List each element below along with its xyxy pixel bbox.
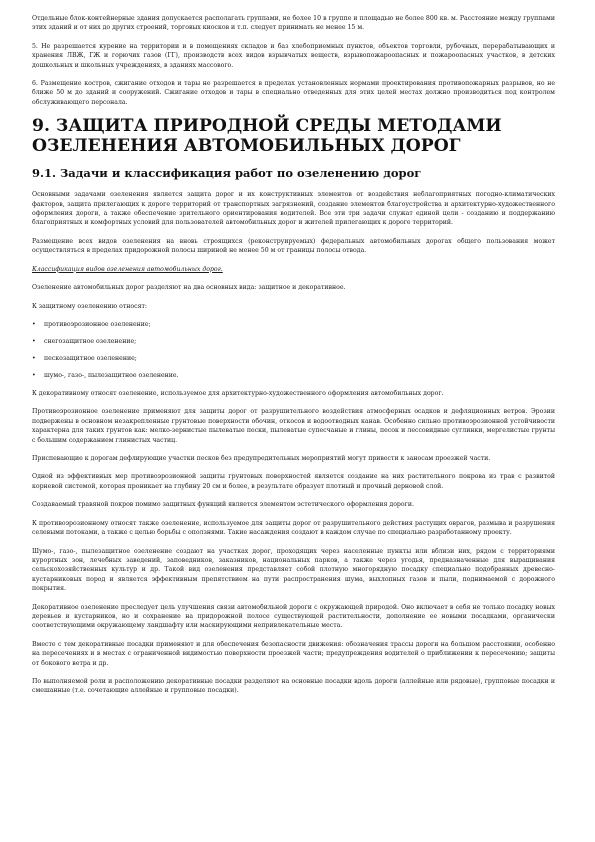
paragraph-decorative: Декоративное озеленение преследует цель улучшения связи автомобильной дороги с окружающей природой. Оно включает в себя не только посадку новых деревьев и кустарников, но и сохранение на придорожной полосе существующей растительности, дополнение ее новыми посадками, органически соответствующими окружающему ландшафту или маскирующими непривлекательные места. xyxy=(32,603,555,630)
bullet-icon: • xyxy=(32,371,36,379)
list-item xyxy=(32,320,555,329)
paragraph-tasks: Основными задачами озеленения является защита дорог и их конструктивных элементов от воздействия неблагоприятных погодно-климатических факторов, защита прилегающих к дороге территорий от транспортных загрязнений, создание элементов благоустройства и архитектурно-художественного оформления дороги, а также обеспечение зрительного ориентирования водителей. Все эти три задачи служат единой цели - созданию и поддержанию благоприятных и комфортных условий для пользователей автомобильных дорог и жителей прилегающих к дороге территорий. xyxy=(32,191,555,227)
list-item xyxy=(32,354,555,363)
paragraph-noise-protection: Шумо-, газо-, пылезащитное озеленение создают на участках дорог, проходящих через населенные пункты или вблизи них, рядом с территориями курортных зон, лечебных заведений, заповедников, заказников, национальных парков, а также через угодья, предназначенные для выращивания сельскохозяйственных культур и др. Такой вид озеленения представляет собой плотную многорядную посадку специально подобранных древесно-кустарниковых пород и является эффективным препятствием на пути распространения шума, выхлопных газов и пыли, поднимаемой с дорожного покрытия. xyxy=(32,547,555,593)
rule-paragraph-5: 5. Не разрешается курение на территории и в помещениях складов и баз хлебоприемных пунктов, объектов торговли, рубочных, перерабатывающих и хранения ЛВЖ, ГЖ и горючих газов (ГГ), производств всех видов взрывчатых веществ, взрывопожароопасных и пожароопасных участков, в детских дошкольных и школьных учреждениях, в зданиях массового. xyxy=(32,42,555,69)
protective-list xyxy=(32,320,555,380)
paragraph-planting-types: По выполняемой роли и расположению декоративные посадки разделяют на основные посадки вдоль дороги (аллейные или рядовые), групповые посадки и смешанные (т.е. сочетающие аллейные и групповые посадки). xyxy=(32,677,555,695)
paragraph-types: Озеленение автомобильных дорог разделяют на два основных вида: защитное и декоративное. xyxy=(32,284,346,292)
paragraph-placement: Размещение всех видов озеленения на вновь строящихся (реконструируемых) федеральных автомобильных дорогах общего пользования может осуществляться в пределах придорожной полосы шириной не менее 50 м от границы полосы отвода. xyxy=(32,237,555,255)
paragraph-safety: Вместе с тем декоративные посадки применяют и для обеспечения безопасности движения: обозначения трассы дороги на большом расстоянии, особенно на пересечениях и в местах с ограниченной видимостью поверхности проезжей части; предупреждения водителей о приближении к пересечению; защиты от бокового ветра и др. xyxy=(32,640,555,667)
bullet-icon: • xyxy=(32,337,36,345)
list-item xyxy=(32,337,555,346)
paragraph-erosion: Противоэрозионное озеленение применяют для защиты дорог от разрушительного воздействия атмосферных осадков и дефляционных ветров. Эрозии подвержены в основном незакрепленные грунтовые поверхности обочин, откосов и водоотводных канав. Особенно сильно противоэрозионной устойчивости характерна для таких грунтов как: мелко-зернистые пылеватые пески, пылеватые супесчаные и глины, песок и лессовидные суглинки, мергелистые грунты с большим содержанием глинистых частиц. xyxy=(32,408,555,444)
list-item-text: шумо-, газо-, пылезащитное озеленение. xyxy=(44,371,179,379)
paragraph-grass-cover: Одной из эффективных мер противоэрозионной защиты грунтовых поверхностей является создание на них растительного покрова из трав с развитой корневой системой, которая проникает на глубину 20 см и более, в результате образует плотный и прочный дерновой слой. xyxy=(32,473,555,490)
paragraph-decorative-def: К декоративному относят озеленение, используемое для архитектурно-художественного оформления автомобильных дорог. xyxy=(32,390,444,398)
paragraph-aesthetic: Создаваемый травяной покров помимо защитных функций является элементом эстетического оформления дороги. xyxy=(32,501,414,509)
rule-paragraph-6: 6. Размещение костров, сжигание отходов и тары не разрешается в пределах установленных нормами проектирования противопожарных разрывов, но не ближе 50 м до зданий и сооружений. Сжигание отходов и тары в специально отведенных для этих целей местах должно производиться под контролем обслуживающего персонала. xyxy=(32,80,555,106)
list-item xyxy=(32,371,555,380)
list-item-text: снегозащитное озеленение; xyxy=(44,337,137,345)
list-item-text: противоэрозионное озеленение; xyxy=(44,320,151,328)
paragraph-ravines: К противоэрозионному относят также озеленение, используемое для защиты дорог от разрушительного действия растущих оврагов, размыва и разрушения селевыми потоками, а также с целью борьбы с оползнями. Такие насаждения создают в каждом случае по специально разработанному проекту. xyxy=(32,519,555,537)
list-item-text: пескозащитное озеленение; xyxy=(44,354,137,362)
section-heading: 9. ЗАЩИТА ПРИРОДНОЙ СРЕДЫ МЕТОДАМИ ОЗЕЛЕНЕНИЯ АВТОМОБИЛЬНЫХ ДОРОГ xyxy=(32,116,502,157)
classification-label xyxy=(32,265,555,274)
classification-label-text: Классификация видов озеленения автомобильных дорог. xyxy=(32,265,223,273)
bullet-icon: • xyxy=(32,320,36,328)
bullet-icon: • xyxy=(32,354,36,362)
subsection-heading: 9.1. Задачи и классификация работ по озеленению дорог xyxy=(32,166,422,181)
intro-paragraph: Отдельные блок-контейнерные здания допускается располагать группами, не более 10 в группе и площадью не более 800 кв. м. Расстояние между группами этих зданий и от них до других строений, торговых киосков и т.п. следует принимать не менее 15 м. xyxy=(32,15,555,32)
paragraph-sand-drift: Приспевающие к дорогам дефлирующие участки песков без предупредительных мероприятий могут привести к заносам проезжей части. xyxy=(32,455,491,463)
paragraph-protective-intro: К защитному озеленению относят: xyxy=(32,302,148,310)
